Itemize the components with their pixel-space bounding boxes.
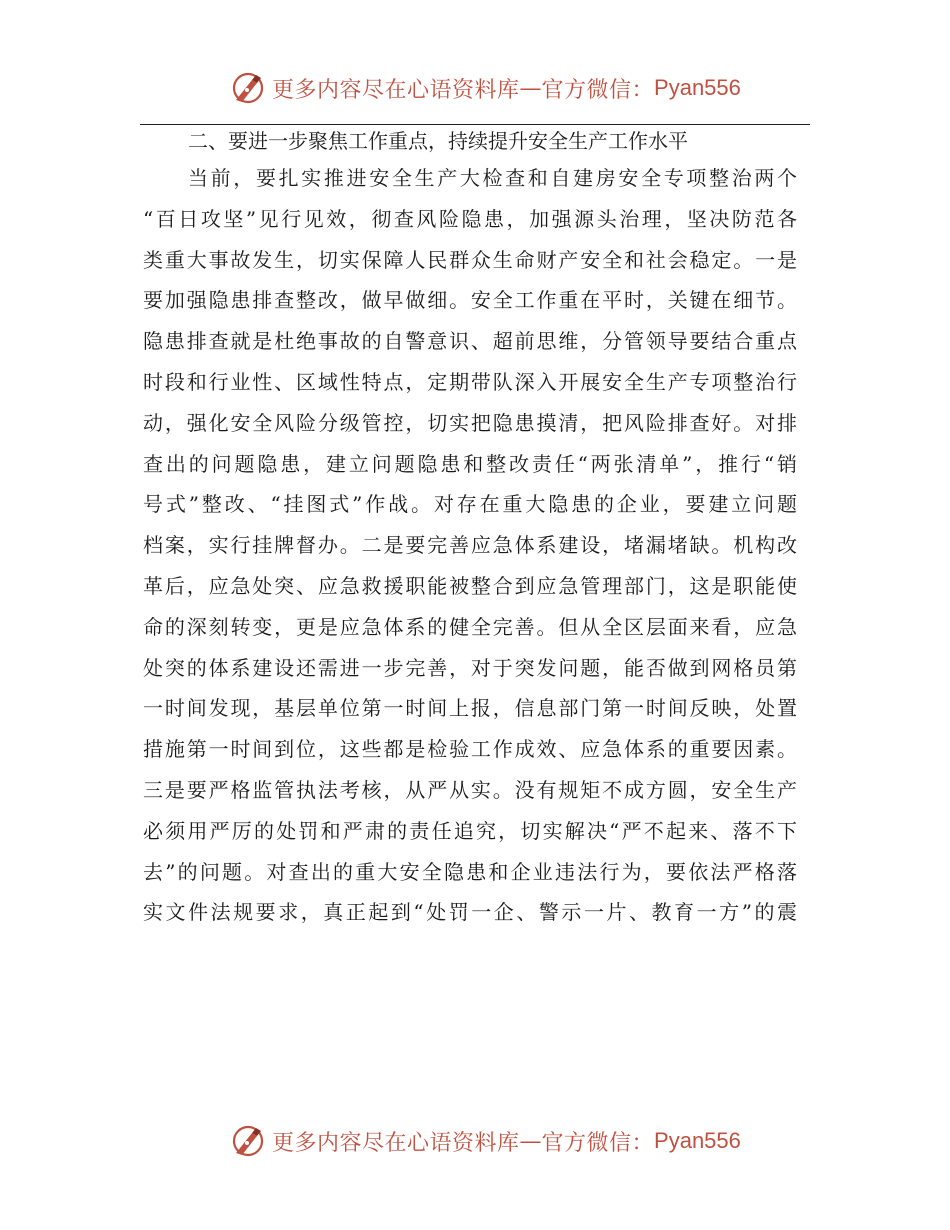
paragraph-line: 时段和行业性、区域性特点，定期带队深入开展安全生产专项整治行	[143, 369, 797, 394]
banner-separator: —	[519, 1128, 542, 1154]
paragraph-line: 必须用严厉的处罚和严肃的责任追究，切实解决“严不起来、落不下	[143, 818, 797, 843]
footer-banner	[230, 1121, 741, 1161]
paragraph-line: 三是要严格监管执法考核，从严从实。没有规矩不成方圆，安全生产	[143, 777, 797, 802]
banner-separator: —	[519, 75, 542, 101]
section-heading: 二、要进一步聚焦工作重点，持续提升安全生产工作水平	[188, 129, 688, 153]
paragraph-line: 革后，应急处突、应急救援职能被整合到应急管理部门，这是职能使	[143, 573, 797, 598]
banner-wechat-label: 官方微信：	[541, 1130, 655, 1156]
banner-wechat-label: 官方微信：	[541, 77, 655, 103]
pen-logo-icon	[230, 70, 266, 106]
paragraph-line: 要加强隐患排查整改，做早做细。安全工作重在平时，关键在细节。	[143, 288, 797, 313]
paragraph-line: “百日攻坚”见行见效，彻查风险隐患，加强源头治理，坚决防范各	[143, 206, 797, 231]
paragraph-line: 号式”整改、“挂图式”作战。对存在重大隐患的企业，要建立问题	[143, 492, 797, 517]
header-banner	[230, 68, 741, 108]
paragraph-line: 命的深刻转变，更是应急体系的健全完善。但从全区层面来看，应急	[143, 614, 797, 639]
banner-main-text: 更多内容尽在心语资料库	[272, 77, 520, 103]
paragraph-line: 措施第一时间到位，这些都是检验工作成效、应急体系的重要因素。	[143, 737, 797, 762]
banner-main-text: 更多内容尽在心语资料库	[272, 1130, 520, 1156]
document-body	[143, 124, 797, 933]
paragraph-line: 一时间发现，基层单位第一时间上报，信息部门第一时间反映，处置	[143, 696, 797, 721]
paragraph-line: 动，强化安全风险分级管控，切实把隐患摸清，把风险排查好。对排	[143, 410, 797, 435]
paragraph-line: 查出的问题隐患，建立问题隐患和整改责任“两张清单”，推行“销	[143, 451, 797, 476]
paragraph-line: 当前，要扎实推进安全生产大检查和自建房安全专项整治两个	[188, 166, 797, 190]
paragraph-line: 档案，实行挂牌督办。二是要完善应急体系建设，堵漏堵缺。机构改	[143, 533, 797, 558]
pen-logo-icon	[230, 1123, 266, 1159]
paragraph-line: 实文件法规要求，真正起到“处罚一企、警示一片、教育一方”的震	[143, 900, 797, 925]
paragraph-line: 去”的问题。对查出的重大安全隐患和企业违法行为，要依法严格落	[143, 859, 797, 884]
banner-wechat-id: Pyan556	[654, 75, 741, 100]
paragraph-line: 隐患排查就是杜绝事故的自警意识、超前思维，分管领导要结合重点	[143, 329, 797, 354]
paragraph-line: 类重大事故发生，切实保障人民群众生命财产安全和社会稳定。一是	[143, 247, 797, 272]
banner-wechat-id: Pyan556	[654, 1128, 741, 1153]
paragraph-line: 处突的体系建设还需进一步完善，对于突发问题，能否做到网格员第	[143, 655, 797, 680]
